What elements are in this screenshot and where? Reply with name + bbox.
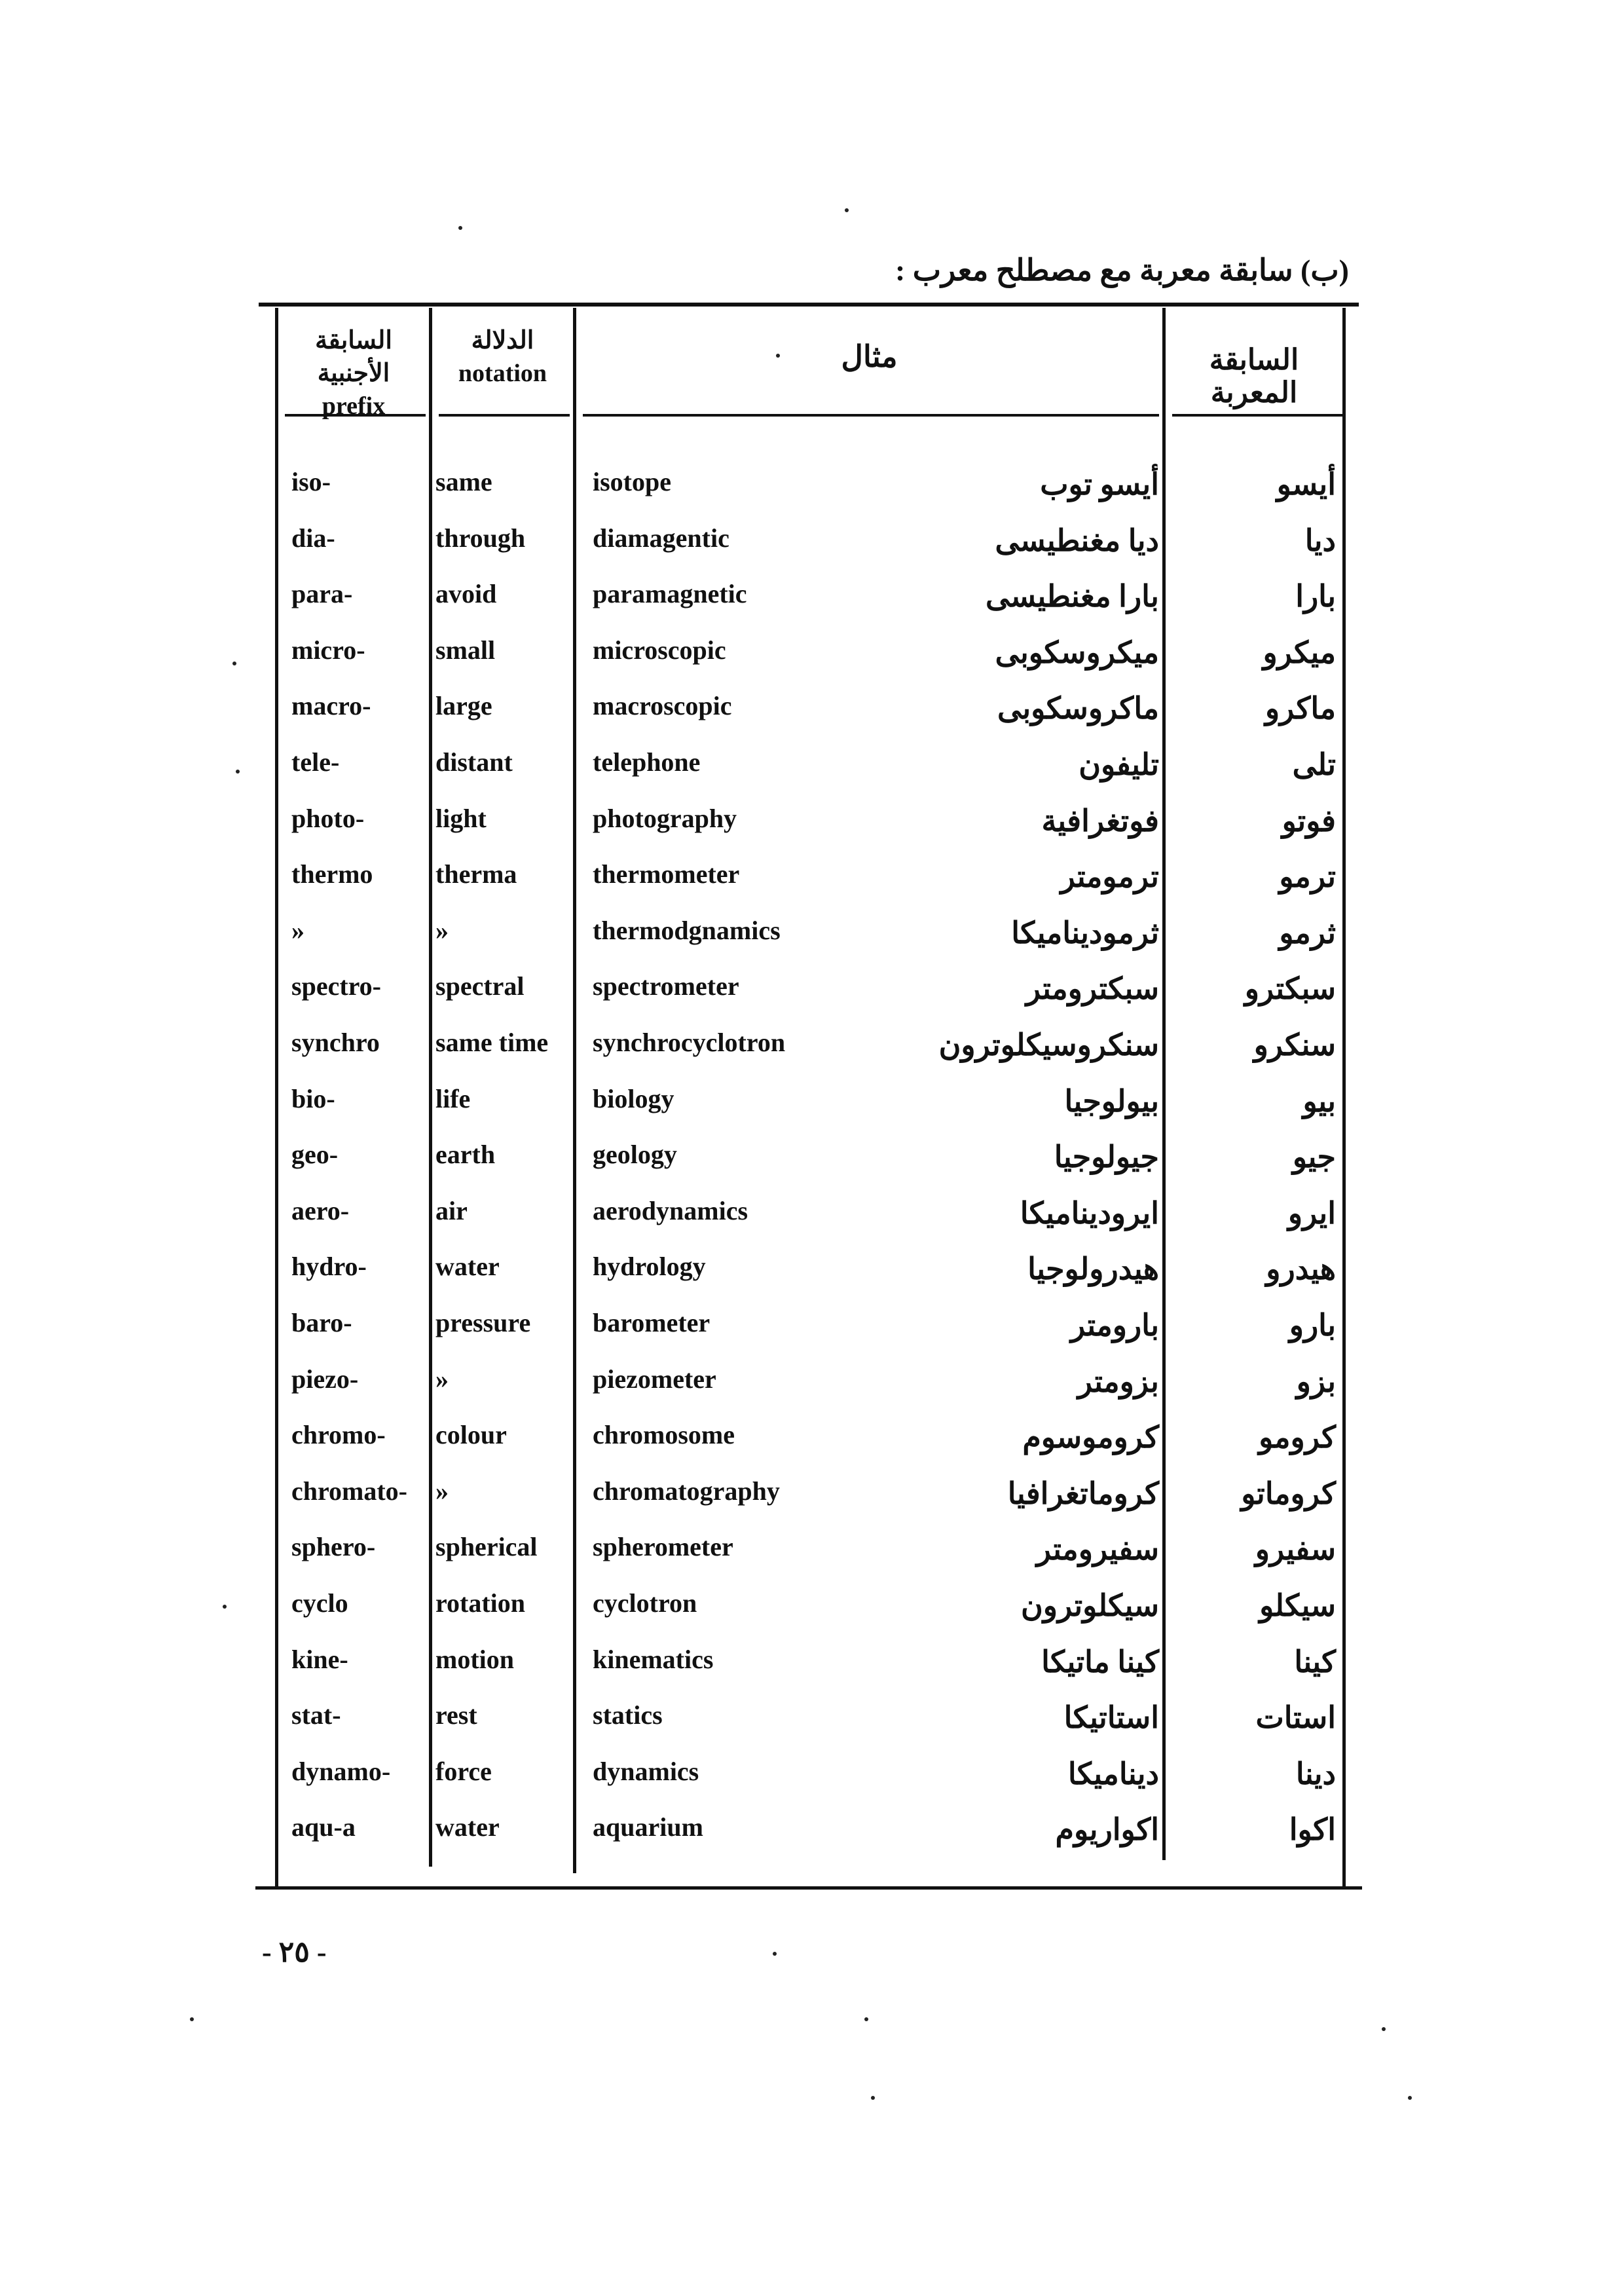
example-ar-cell: سبكترومتر [1025, 972, 1159, 1005]
table-row [0, 1419, 1624, 1476]
example-en-cell: cyclotron [593, 1588, 697, 1618]
arabized-prefix-cell: كروماتو [1241, 1477, 1336, 1510]
prefix-cell: macro- [291, 691, 371, 720]
example-ar-cell: سفيرومتر [1036, 1533, 1159, 1566]
header-underline-4 [1172, 414, 1342, 417]
table-row [0, 1531, 1624, 1588]
notation-cell: » [435, 1476, 449, 1506]
notation-cell: same time [435, 1028, 549, 1057]
table-top-rule [259, 303, 1359, 307]
table-row [0, 1027, 1624, 1083]
header-foreign-prefix-en: prefix [322, 392, 386, 420]
example-en-cell: dynamics [593, 1757, 699, 1786]
example-ar-cell: سيكلوترون [1021, 1589, 1159, 1622]
prefix-cell: cyclo [291, 1588, 348, 1618]
header-notation-en: notation [458, 360, 547, 387]
example-ar-cell: أيسو توب [1040, 468, 1159, 501]
prefix-cell: para- [291, 579, 353, 608]
example-en-cell: geology [593, 1140, 677, 1169]
arabized-prefix-cell: سيكلو [1259, 1589, 1336, 1622]
table-row [0, 1812, 1624, 1868]
arabized-prefix-cell: فوتو [1282, 804, 1336, 838]
arabized-prefix-cell: سنكرو [1253, 1028, 1336, 1062]
notation-cell: rotation [435, 1588, 526, 1618]
scan-speck [776, 354, 780, 358]
example-en-cell: chromatography [593, 1476, 780, 1506]
notation-cell: large [435, 691, 492, 720]
example-ar-cell: ميكروسكوبى [995, 636, 1159, 669]
example-en-cell: thermometer [593, 859, 740, 889]
example-ar-cell: بارا مغنطيسى [985, 580, 1159, 613]
example-en-cell: isotope [593, 467, 671, 496]
prefix-cell: photo- [291, 804, 365, 833]
prefix-cell: tele- [291, 747, 340, 777]
example-en-cell: synchrocyclotron [593, 1028, 786, 1057]
prefix-cell: stat- [291, 1700, 341, 1730]
notation-cell: avoid [435, 579, 497, 608]
example-en-cell: microscopic [593, 635, 726, 665]
notation-cell: pressure [435, 1308, 531, 1337]
example-en-cell: diamagentic [593, 523, 729, 553]
example-ar-cell: تليفون [1079, 748, 1159, 781]
example-en-cell: thermodgnamics [593, 916, 781, 945]
example-ar-cell: بارومتر [1070, 1309, 1159, 1342]
header-underline-3 [583, 414, 1159, 417]
prefix-cell: aero- [291, 1196, 350, 1225]
arabized-prefix-cell: أيسو [1276, 468, 1336, 501]
example-ar-cell: ديا مغنطيسى [995, 524, 1159, 557]
prefix-cell: kine- [291, 1645, 348, 1674]
header-arabized-prefix-ar: السابقة المعربة [1209, 344, 1299, 409]
table-row [0, 803, 1624, 859]
scan-speck [1408, 2096, 1412, 2100]
prefix-cell: baro- [291, 1308, 352, 1337]
notation-cell: small [435, 635, 496, 665]
scan-speck [236, 770, 240, 774]
notation-cell: rest [435, 1700, 477, 1730]
example-ar-cell: سنكروسيكلوترون [938, 1028, 1159, 1062]
example-en-cell: chromosome [593, 1420, 735, 1449]
table-row [0, 690, 1624, 747]
arabized-prefix-cell: بارا [1295, 580, 1336, 613]
example-en-cell: piezometer [593, 1364, 716, 1394]
example-ar-cell: بيولوجيا [1064, 1085, 1159, 1118]
header-foreign-prefix [278, 324, 429, 422]
example-ar-cell: ثرموديناميكا [1011, 916, 1159, 950]
scan-speck [458, 226, 462, 230]
example-ar-cell: ماكروسكوبى [997, 692, 1159, 725]
notation-cell: light [435, 804, 487, 833]
arabized-prefix-cell: تلى [1292, 748, 1336, 781]
example-en-cell: kinematics [593, 1645, 714, 1674]
example-ar-cell: هيدرولوجيا [1027, 1252, 1159, 1286]
prefix-cell: geo- [291, 1140, 339, 1169]
arabized-prefix-cell: سبكترو [1244, 972, 1336, 1005]
example-en-cell: aerodynamics [593, 1196, 748, 1225]
example-en-cell: macroscopic [593, 691, 732, 720]
arabized-prefix-cell: بيو [1302, 1085, 1336, 1118]
example-ar-cell: فوتغرافية [1041, 804, 1159, 838]
example-en-cell: statics [593, 1700, 663, 1730]
notation-cell: spherical [435, 1532, 538, 1561]
notation-cell: same [435, 467, 492, 496]
prefix-cell: sphero- [291, 1532, 376, 1561]
example-en-cell: hydrology [593, 1252, 706, 1281]
table-bottom-rule [255, 1886, 1362, 1890]
header-foreign-prefix-ar: السابقة الأجنبية [315, 327, 392, 387]
notation-cell: motion [435, 1645, 514, 1674]
arabized-prefix-cell: سفيرو [1255, 1533, 1336, 1566]
arabized-prefix-cell: كرومو [1259, 1421, 1336, 1454]
arabized-prefix-cell: كينا [1294, 1645, 1336, 1679]
arabized-prefix-cell: بزو [1296, 1365, 1336, 1398]
example-en-cell: biology [593, 1084, 674, 1113]
prefix-cell: chromato- [291, 1476, 407, 1506]
example-ar-cell: ايروديناميكا [1020, 1197, 1159, 1230]
prefix-cell: dia- [291, 523, 335, 553]
scan-speck [845, 208, 849, 212]
notation-cell: spectral [435, 971, 525, 1001]
table-row [0, 523, 1624, 579]
example-en-cell: paramagnetic [593, 579, 747, 608]
example-ar-cell: كينا ماتيكا [1041, 1645, 1159, 1679]
notation-cell: through [435, 523, 526, 553]
notation-cell: life [435, 1084, 471, 1113]
table-row [0, 1644, 1624, 1700]
table-row [0, 1476, 1624, 1532]
arabized-prefix-cell: بارو [1289, 1309, 1336, 1342]
notation-cell: force [435, 1757, 492, 1786]
prefix-cell: synchro [291, 1028, 380, 1057]
table-row [0, 1139, 1624, 1195]
table-row [0, 635, 1624, 691]
table-row [0, 1756, 1624, 1812]
arabized-prefix-cell: ثرمو [1279, 916, 1336, 950]
arabized-prefix-cell: هيدرو [1266, 1252, 1336, 1286]
page-number: - ٢٥ - [262, 1936, 327, 1968]
prefix-cell: aqu-a [291, 1812, 356, 1842]
scan-speck [232, 662, 236, 665]
header-underline-2 [439, 414, 570, 417]
table-row [0, 1083, 1624, 1140]
scan-speck [1382, 2027, 1386, 2031]
arabized-prefix-cell: ميكرو [1263, 636, 1336, 669]
table-row [0, 1364, 1624, 1420]
table-row [0, 466, 1624, 523]
scan-speck [223, 1605, 227, 1609]
arabized-prefix-cell: جيو [1292, 1140, 1336, 1174]
prefix-cell: micro- [291, 635, 365, 665]
notation-cell: distant [435, 747, 513, 777]
header-arabized-prefix [1166, 344, 1342, 409]
notation-cell: » [435, 1364, 449, 1394]
arabized-prefix-cell: ترمو [1279, 860, 1336, 893]
notation-cell: air [435, 1196, 468, 1225]
prefix-cell: spectro- [291, 971, 381, 1001]
table-row [0, 578, 1624, 635]
arabized-prefix-cell: ايرو [1287, 1197, 1336, 1230]
example-en-cell: telephone [593, 747, 701, 777]
prefix-cell: piezo- [291, 1364, 359, 1394]
table-row [0, 1307, 1624, 1364]
prefix-cell: bio- [291, 1084, 335, 1113]
section-title: (ب) سابقة معربة مع مصطلح معرب : [895, 253, 1349, 287]
table-row [0, 1588, 1624, 1644]
header-notation [432, 324, 573, 390]
scan-speck [773, 1952, 777, 1956]
prefix-cell: thermo [291, 859, 373, 889]
notation-cell: earth [435, 1140, 496, 1169]
table-row [0, 1700, 1624, 1756]
example-ar-cell: ديناميكا [1067, 1757, 1159, 1791]
prefix-cell: iso- [291, 467, 331, 496]
prefix-cell: chromo- [291, 1420, 386, 1449]
notation-cell: water [435, 1812, 500, 1842]
header-example-ar: مثال [841, 340, 898, 373]
example-ar-cell: جيولوجيا [1054, 1140, 1159, 1174]
arabized-prefix-cell: ديا [1304, 524, 1336, 557]
notation-cell: therma [435, 859, 517, 889]
example-ar-cell: بزومتر [1077, 1365, 1159, 1398]
example-en-cell: photography [593, 804, 737, 833]
arabized-prefix-cell: ماكرو [1264, 692, 1336, 725]
table-row [0, 1251, 1624, 1307]
prefix-cell: » [291, 916, 304, 945]
table-row [0, 971, 1624, 1027]
arabized-prefix-cell: اكوا [1289, 1813, 1336, 1846]
arabized-prefix-cell: دينا [1295, 1757, 1336, 1791]
table-row [0, 859, 1624, 915]
table-row [0, 747, 1624, 803]
example-ar-cell: اكواريوم [1055, 1813, 1159, 1846]
scan-speck [871, 2096, 875, 2100]
notation-cell: water [435, 1252, 500, 1281]
example-en-cell: barometer [593, 1308, 710, 1337]
example-ar-cell: استاتيكا [1063, 1701, 1159, 1734]
example-ar-cell: ترمومتر [1060, 860, 1159, 893]
notation-cell: » [435, 916, 449, 945]
header-example [576, 341, 1162, 373]
example-ar-cell: كروموسوم [1022, 1421, 1159, 1454]
scan-speck [190, 2017, 194, 2021]
example-en-cell: spectrometer [593, 971, 739, 1001]
example-en-cell: aquarium [593, 1812, 703, 1842]
example-ar-cell: كروماتغرافيا [1007, 1477, 1159, 1510]
table-row [0, 915, 1624, 971]
notation-cell: colour [435, 1420, 507, 1449]
header-notation-ar: الدلالة [471, 327, 534, 354]
scan-speck [864, 2017, 868, 2021]
arabized-prefix-cell: استات [1255, 1701, 1336, 1734]
example-en-cell: spherometer [593, 1532, 733, 1561]
prefix-cell: dynamo- [291, 1757, 391, 1786]
table-row [0, 1195, 1624, 1252]
prefix-cell: hydro- [291, 1252, 367, 1281]
